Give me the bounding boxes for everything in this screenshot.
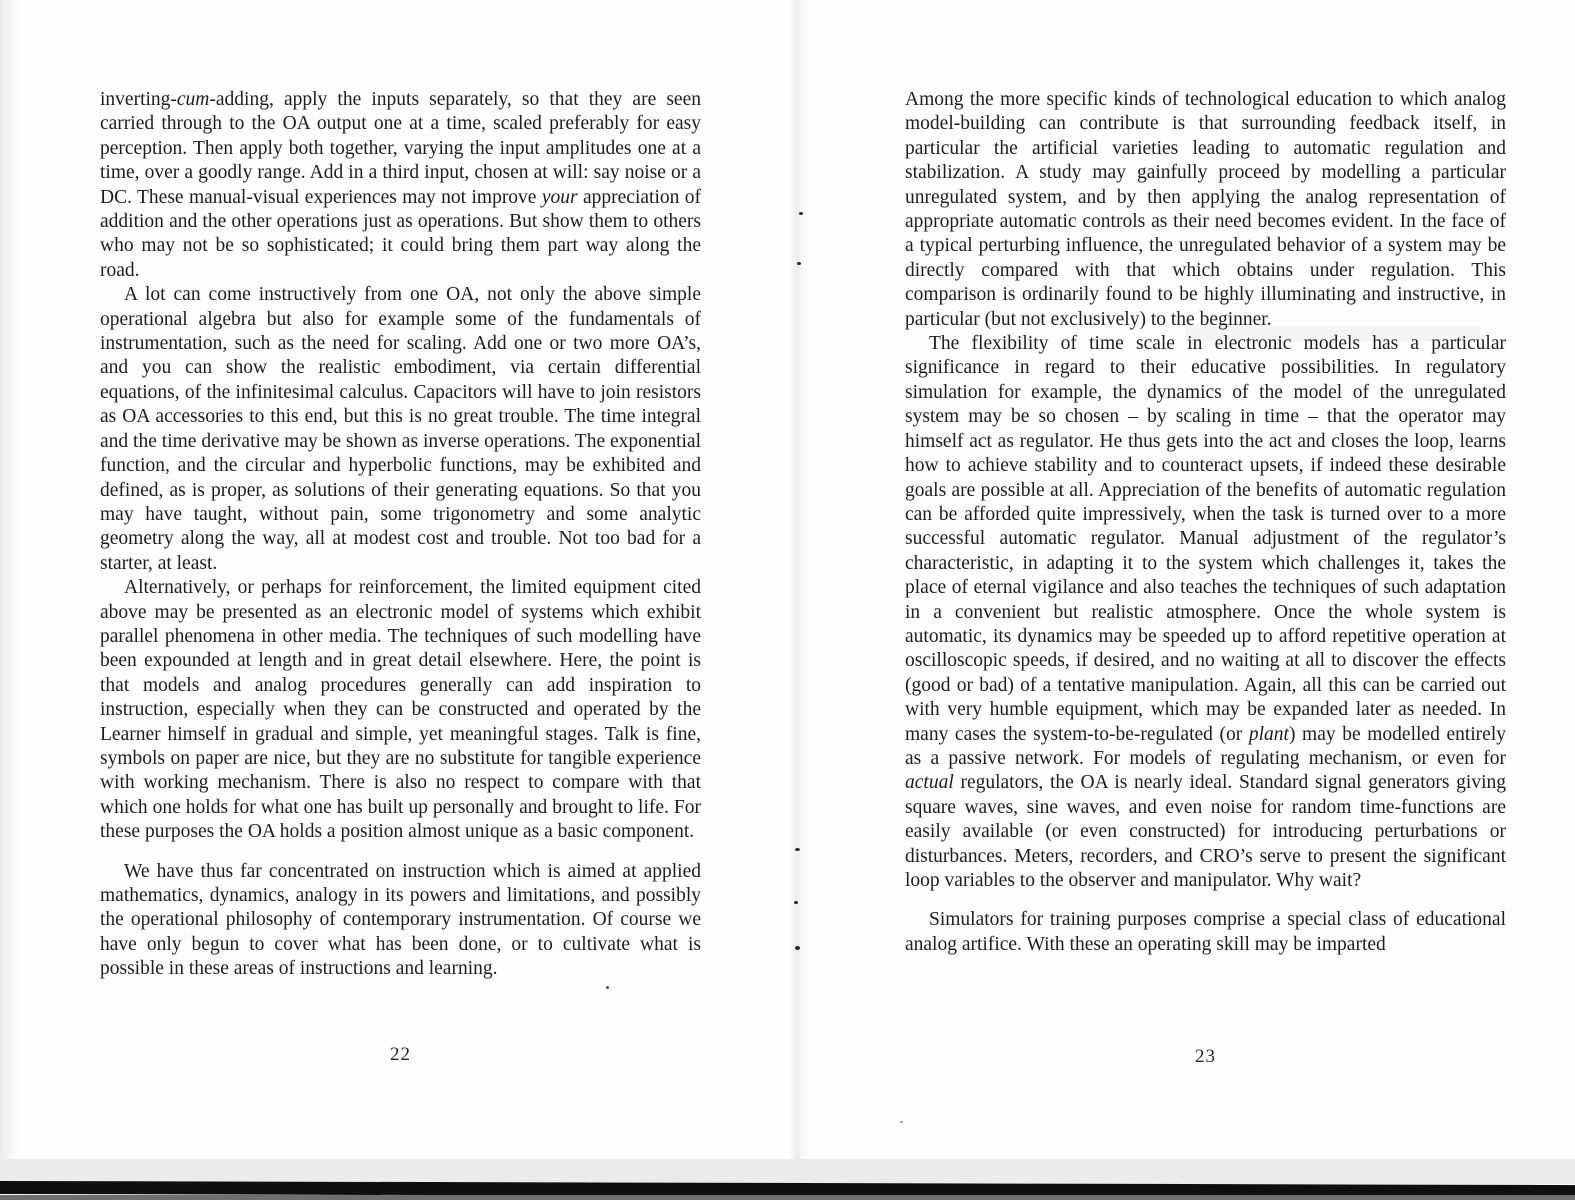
body-text: A lot can come instructively from one OA, not only the above simple operational algebra but also for example some of the fundamentals of instrumentation, such as the need for scaling. Add one or two more OA’s, and you can show the realistic embodiment, via certain differential equations, of the infinitesimal calculus. Capacitors will have to join resistors as OA accessories to this end, but this is no great trouble. The time integral and the time derivative may be shown as inverse operations. The exponential function, and the circular and hyperbolic functions, may be exhibited and defined, as is proper, as solutions of their generating equations. So that you may have taught, without pain, some trigonometry and some analytic geometry along the way, all at modest cost and trouble. Not too bad for a starter, at least. xyxy=(100,284,701,574)
scan-speck xyxy=(795,946,800,950)
body-text: Among the more specific kinds of technological education to which analog model-building can contribute is that surrounding feedback itself, in particular the artificial varieties leading to automatic regulation and stabilization. A study may gainfully proceed by modelling a particular unregulated system, and by then applying the analog representation of appropriate automatic controls as their need becomes evident. In the face of a typical perturbing influence, the unregulated behavior of a system may be directly compared with that which obtains under regulation. This comparison is ordinarily found to be highly illuminating and instructive, in particular (but not exclusively) to the beginner. xyxy=(905,89,1506,330)
scan-speck xyxy=(606,986,609,989)
scan-speck xyxy=(799,212,803,215)
paragraph xyxy=(905,908,1506,957)
italic-text: plant xyxy=(1248,723,1289,745)
scan-speck xyxy=(900,1121,903,1123)
body-text: Simulators for training purposes comprise a special class of educational analog artifice. With these an operating skill may be imparted xyxy=(905,909,1506,955)
body-text: -adding, apply the inputs separately, so that they are seen carried through to the OA output one at a time, scaled preferably for easy perception. Then apply both together, varying the input amplitudes one at a time, over a goodly range. Add in a third input, chosen at will: say noise or a DC. These manual-visual experiences may not improve xyxy=(100,89,701,208)
paragraph xyxy=(100,88,701,283)
italic-text: cum xyxy=(176,89,210,110)
scan-speck xyxy=(794,901,798,904)
scan-speck xyxy=(795,848,800,851)
italic-text: your xyxy=(541,186,578,208)
body-text: regulators, the OA is nearly ideal. Standard signal generators giving square waves, sine waves, and even noise for random time-functions are easily available (or even constructed) for introducing perturbations or disturbances. Meters, recorders, and CRO’s serve to present the significant loop variables to the observer and manipulator. Why wait? xyxy=(905,772,1506,891)
italic-text: actual xyxy=(905,772,954,794)
scan-bottom-margin xyxy=(0,1159,1575,1184)
left-page-text xyxy=(100,88,701,982)
body-text: We have thus far concentrated on instruction which is aimed at applied mathematics, dynamics, analogy in its powers and limitations, and possibly the operational philosophy of contemporary instrumentation. Of course we have only begun to cover what has been done, or to cultivate what is possible in these areas of instructions and learning. xyxy=(100,860,701,980)
scan-artifact xyxy=(935,645,1085,658)
paragraph xyxy=(100,576,701,844)
paragraph xyxy=(905,88,1506,332)
scan-bottom-edge xyxy=(0,1195,1575,1200)
scan-left-edge-shadow xyxy=(0,0,18,1162)
paragraph xyxy=(905,332,1506,893)
left-page-number: 22 xyxy=(390,1044,411,1065)
body-text: The flexibility of time scale in electronic models has a particular significance in regard to their educative possibilities. In regulatory simulation for example, the dynamics of the model of the unregulated system may be so chosen – by scaling in time – that the operator may himself act as regulator. He thus gets into the act and closes the loop, learns how to achieve stability and to counteract upsets, if indeed these desirable goals are possible at all. Appreciation of the benefits of automatic regulation can be afforded quite impressively, when the task is turned over to a more successful automatic regulator. Manual adjustment of the regulator’s characteristic, in adapting it to the system which challenges it, takes the place of eternal vigilance and also teaches the techniques of such adaptation in a convenient but realistic atmosphere. Once the whole system is automatic, its dynamics may be speeded up to afford repetitive operation at oscilloscopic speeds, if desired, and no waiting at all to discover the effects (good or bad) of a tentative manipulation. Again, all this can be carried out with very humble equipment, which may be expanded later as needed. In many cases the system-to-be-regulated (or xyxy=(905,333,1506,745)
body-text: appreciation of addition and the other operations just as operations. But show them to others who may not be so sophisticated; it could bring them part way along the road. xyxy=(100,186,701,281)
binding-gutter-shadow xyxy=(789,0,809,1162)
body-text: Alternatively, or perhaps for reinforcement, the limited equipment cited above may be presented as an electronic model of systems which exhibit parallel phenomena in other media. The techniques of such modelling have been expounded at length and in great detail elsewhere. Here, the point is that models and analog procedures generally can add inspiration to instruction, especially when they can be constructed and operated by the Learner himself in gradual and simple, yet meaningful stages. Talk is fine, symbols on paper are nice, but they are no substitute for tangible experience with working mechanism. There is also no respect to compare with that which one holds for what one has built up personally and brought to life. For these purposes the OA holds a position almost unique as a basic component. xyxy=(100,577,701,843)
paragraph xyxy=(100,860,701,982)
right-page-text xyxy=(905,88,1506,957)
body-text: ) may be modelled entirely as a passive network. For models of regulating mechanism, or even for xyxy=(905,723,1506,769)
paragraph xyxy=(100,283,701,576)
scan-artifact xyxy=(1185,326,1480,341)
body-text: inverting- xyxy=(100,89,177,110)
scan-speck xyxy=(797,262,801,265)
right-page-number: 23 xyxy=(1195,1046,1216,1067)
